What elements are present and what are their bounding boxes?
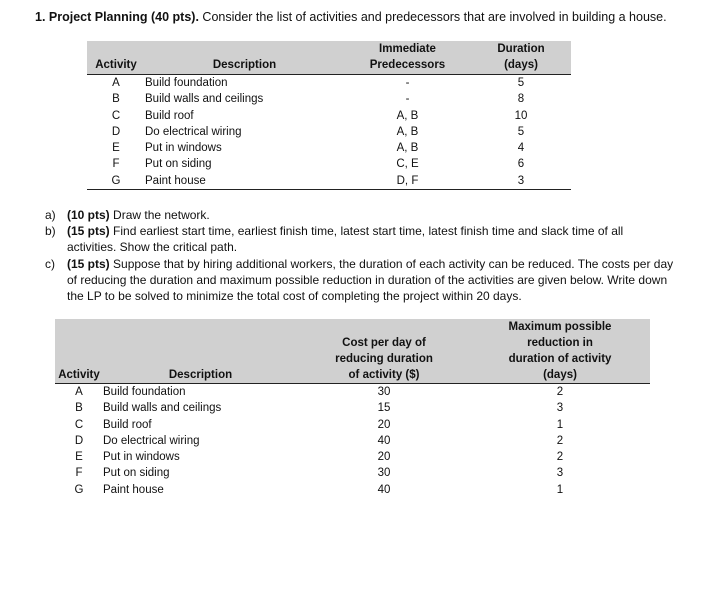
description-cell: Paint house (103, 483, 164, 496)
duration-cell: 8 (517, 93, 525, 106)
cost-cell: 20 (377, 451, 391, 464)
question-list (45, 207, 675, 304)
activity-cell: B (75, 402, 83, 415)
activity-cell: D (74, 434, 84, 447)
table-row (87, 173, 571, 190)
table-row (87, 108, 571, 124)
activity-cell: G (87, 173, 145, 190)
cost-cell: 40 (377, 483, 391, 496)
header-description: Description (103, 319, 298, 384)
duration-cell: 6 (517, 158, 525, 171)
table-row (55, 417, 650, 433)
table-row (87, 124, 571, 140)
predecessors-cell: - (405, 93, 410, 106)
activity-cell: B (112, 93, 120, 106)
problem-heading (35, 10, 667, 24)
activity-cell: F (112, 158, 120, 171)
max-reduction-cell: 2 (556, 451, 564, 464)
activity-cell: E (75, 451, 83, 464)
description-cell: Build foundation (145, 77, 228, 89)
activity-cell: A (75, 386, 83, 398)
cost-cell: 20 (377, 418, 391, 431)
question-text: Suppose that by hiring additional workers, the duration of each activity can be reduced. The costs per day of reducing the duration and maximum possible reduction in duration of the activities are given below. Write down the LP to be solved to minimize the total cost of completing the project within 20 days. (67, 256, 674, 304)
table-row (55, 384, 650, 401)
cost-cell: 30 (377, 467, 391, 480)
description-cell: Put in windows (145, 142, 222, 155)
question-b (45, 223, 675, 255)
cost-cell: 30 (377, 386, 391, 398)
header-duration: Duration (days) (471, 41, 571, 75)
table-row (87, 156, 571, 172)
max-reduction-cell: 1 (556, 483, 564, 496)
duration-cell: 5 (517, 77, 525, 89)
max-reduction-cell: 2 (556, 434, 564, 447)
activity-cell: A (112, 77, 120, 89)
activity-cell: C (111, 109, 121, 122)
table-row (55, 433, 650, 449)
question-points: (15 pts) (67, 256, 110, 271)
activity-cell: D (111, 125, 121, 138)
problem-intro: Consider the list of activities and predecessors that are involved in building a house. (202, 10, 667, 24)
activities-table-header (87, 41, 571, 75)
table-row (87, 140, 571, 156)
table-row (87, 75, 571, 92)
question-points: (15 pts) (67, 224, 110, 239)
description-cell: Paint house (145, 173, 344, 190)
question-c (45, 256, 675, 305)
max-reduction-cell: 2 (556, 386, 564, 398)
description-cell: Build foundation (103, 386, 186, 398)
header-activity: Activity (55, 319, 103, 384)
header-cost-per-day: Cost per day of reducing duration of activity ($) (298, 319, 470, 384)
max-reduction-cell: 1 (556, 418, 564, 431)
max-reduction-cell: 3 (556, 402, 564, 415)
reduction-table-header (55, 319, 650, 384)
table-row (55, 449, 650, 465)
duration-cell: 4 (517, 142, 525, 155)
duration-cell: 10 (514, 109, 528, 122)
header-max-reduction: Maximum possible reduction in duration of activity (days) (470, 319, 650, 384)
table-row (55, 465, 650, 481)
predecessors-cell: A, B (396, 142, 419, 155)
max-reduction-cell: 3 (556, 467, 564, 480)
cost-cell: 40 (377, 434, 391, 447)
question-points: (10 pts) (67, 208, 110, 222)
description-cell: Build roof (145, 109, 194, 122)
cost-cell: 15 (377, 402, 391, 415)
table-row (55, 400, 650, 416)
question-text: Draw the network. (113, 208, 210, 222)
description-cell: Build roof (103, 418, 152, 431)
table-row (87, 91, 571, 107)
predecessors-cell: C, E (396, 158, 419, 171)
predecessors-cell: A, B (396, 109, 419, 122)
table-row (55, 482, 650, 498)
description-cell: Build walls and ceilings (145, 93, 264, 106)
description-cell: Put on siding (145, 158, 212, 171)
description-cell: Put in windows (103, 451, 180, 464)
header-description: Description (145, 41, 344, 75)
activities-table (87, 41, 571, 190)
header-predecessors: Immediate Predecessors (344, 41, 471, 75)
question-label: b) (45, 224, 56, 239)
question-label: a) (45, 208, 56, 222)
header-activity: Activity (87, 41, 145, 75)
description-cell: Do electrical wiring (103, 434, 200, 447)
description-cell: Put on siding (103, 467, 170, 480)
question-label: c) (45, 256, 55, 271)
duration-cell: 5 (517, 125, 525, 138)
problem-title: 1. Project Planning (40 pts). (35, 10, 199, 24)
activity-cell: E (112, 142, 120, 155)
activity-cell: F (75, 467, 83, 480)
predecessors-cell: A, B (396, 125, 419, 138)
reduction-costs-table (55, 319, 650, 498)
predecessors-cell: - (405, 77, 410, 89)
activity-cell: C (74, 418, 84, 431)
duration-cell: 3 (471, 173, 571, 190)
question-text: Find earliest start time, earliest finish time, latest start time, latest finish time and slack time of all activities. Show the critical path. (67, 224, 624, 255)
description-cell: Do electrical wiring (145, 125, 242, 138)
predecessors-cell: D, F (344, 173, 471, 190)
description-cell: Build walls and ceilings (103, 402, 222, 415)
activity-cell: G (74, 483, 84, 496)
question-a (45, 207, 675, 223)
